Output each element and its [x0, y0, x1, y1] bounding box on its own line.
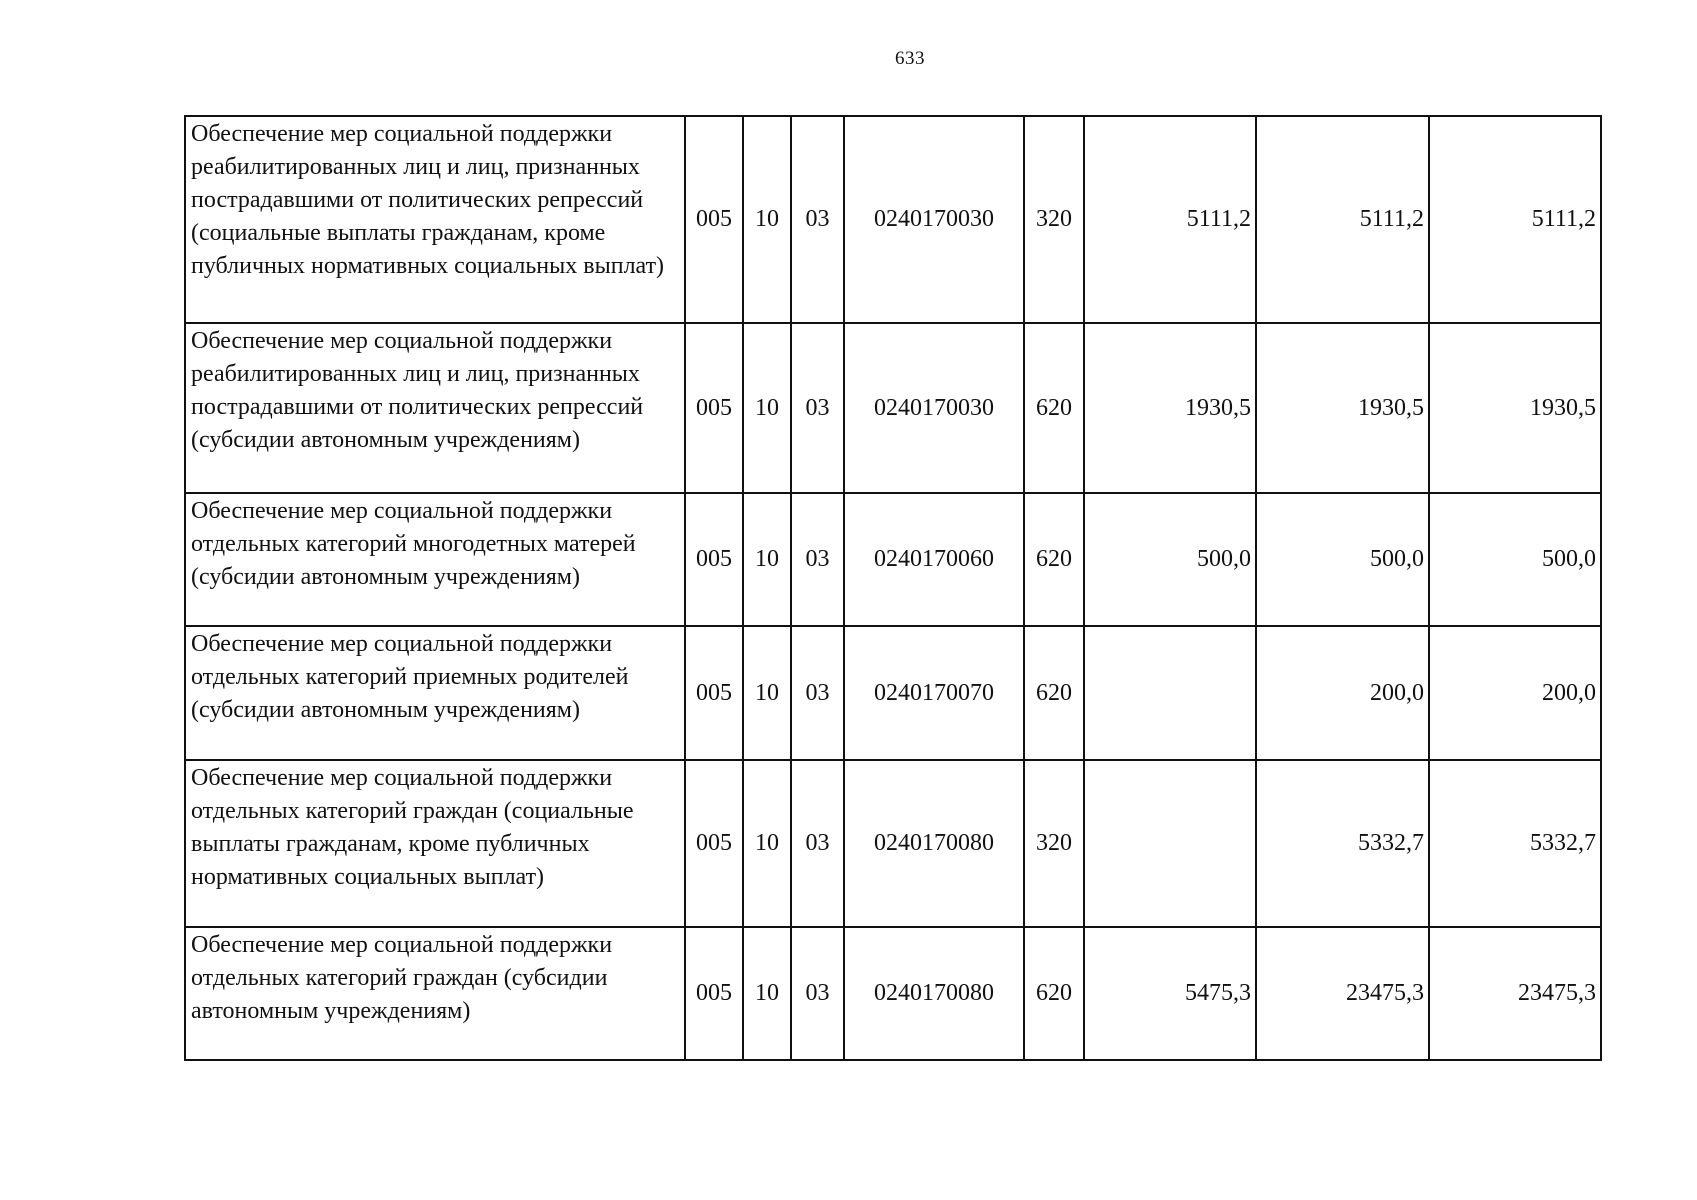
table-body [185, 116, 1601, 1060]
subsection-code: 03 [791, 323, 844, 493]
amount-2: 1930,5 [1256, 323, 1429, 493]
section-code: 10 [743, 493, 791, 626]
amount-1 [1084, 760, 1256, 927]
target-article-code: 0240170070 [844, 626, 1024, 760]
amount-2: 5111,2 [1256, 116, 1429, 323]
row-description: Обеспечение мер социальной поддержки отдельных категорий граждан (социальные выплаты гражданам, кроме публичных нормативных социальных выплат) [185, 760, 685, 927]
section-code: 10 [743, 760, 791, 927]
row-description: Обеспечение мер социальной поддержки отдельных категорий граждан (субсидии автономным учреждениям) [185, 927, 685, 1060]
target-article-code: 0240170030 [844, 116, 1024, 323]
amount-3: 5111,2 [1429, 116, 1601, 323]
amount-1 [1084, 626, 1256, 760]
table-row [185, 760, 1601, 927]
section-code: 10 [743, 626, 791, 760]
amount-1: 5475,3 [1084, 927, 1256, 1060]
table-row [185, 323, 1601, 493]
amount-1: 1930,5 [1084, 323, 1256, 493]
amount-3: 23475,3 [1429, 927, 1601, 1060]
section-code: 10 [743, 323, 791, 493]
row-description: Обеспечение мер социальной поддержки отдельных категорий многодетных матерей (субсидии автономным учреждениям) [185, 493, 685, 626]
table-row [185, 493, 1601, 626]
target-article-code: 0240170030 [844, 323, 1024, 493]
subsection-code: 03 [791, 493, 844, 626]
expense-type-code: 320 [1024, 116, 1084, 323]
subsection-code: 03 [791, 760, 844, 927]
table-row [185, 116, 1601, 323]
ministry-code: 005 [685, 760, 743, 927]
amount-2: 200,0 [1256, 626, 1429, 760]
ministry-code: 005 [685, 626, 743, 760]
ministry-code: 005 [685, 116, 743, 323]
ministry-code: 005 [685, 323, 743, 493]
amount-3: 1930,5 [1429, 323, 1601, 493]
amount-2: 5332,7 [1256, 760, 1429, 927]
target-article-code: 0240170080 [844, 760, 1024, 927]
budget-table [184, 115, 1602, 1061]
ministry-code: 005 [685, 927, 743, 1060]
amount-3: 5332,7 [1429, 760, 1601, 927]
amount-1: 5111,2 [1084, 116, 1256, 323]
subsection-code: 03 [791, 626, 844, 760]
target-article-code: 0240170080 [844, 927, 1024, 1060]
row-description: Обеспечение мер социальной поддержки реабилитированных лиц и лиц, признанных пострадавшими от политических репрессий (субсидии автономным учреждениям) [185, 323, 685, 493]
section-code: 10 [743, 116, 791, 323]
row-description: Обеспечение мер социальной поддержки отдельных категорий приемных родителей (субсидии автономным учреждениям) [185, 626, 685, 760]
subsection-code: 03 [791, 116, 844, 323]
subsection-code: 03 [791, 927, 844, 1060]
target-article-code: 0240170060 [844, 493, 1024, 626]
expense-type-code: 620 [1024, 493, 1084, 626]
expense-type-code: 620 [1024, 323, 1084, 493]
amount-2: 23475,3 [1256, 927, 1429, 1060]
amount-3: 500,0 [1429, 493, 1601, 626]
amount-2: 500,0 [1256, 493, 1429, 626]
ministry-code: 005 [685, 493, 743, 626]
amount-1: 500,0 [1084, 493, 1256, 626]
section-code: 10 [743, 927, 791, 1060]
amount-3: 200,0 [1429, 626, 1601, 760]
page-number: 633 [895, 48, 925, 69]
expense-type-code: 620 [1024, 927, 1084, 1060]
table-row [185, 927, 1601, 1060]
expense-type-code: 320 [1024, 760, 1084, 927]
expense-type-code: 620 [1024, 626, 1084, 760]
row-description: Обеспечение мер социальной поддержки реабилитированных лиц и лиц, признанных пострадавшими от политических репрессий (социальные выплаты гражданам, кроме публичных нормативных социальных выплат) [185, 116, 685, 323]
table-row [185, 626, 1601, 760]
